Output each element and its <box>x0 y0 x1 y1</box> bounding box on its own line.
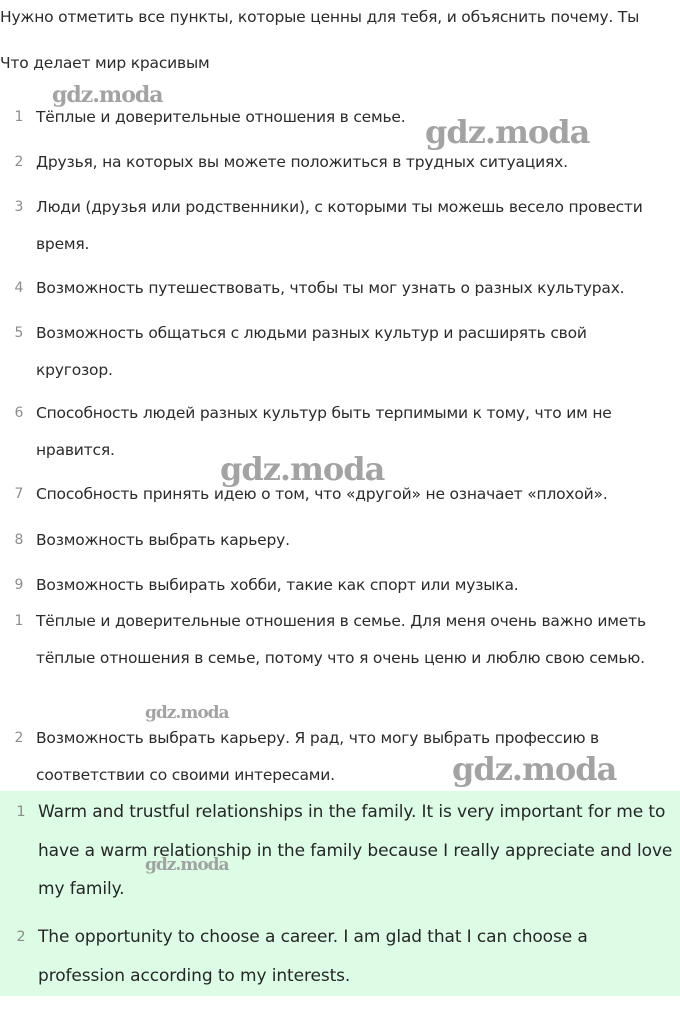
item-text: Возможность выбрать карьеру. <box>36 531 290 549</box>
item-number: 1 <box>14 613 24 629</box>
item-text: Возможность путешествовать, чтобы ты мог узнать о разных культурах. <box>36 279 625 297</box>
item-number: 7 <box>14 486 24 502</box>
item-text: Возможность выбирать хобби, такие как спорт или музыка. <box>36 576 519 594</box>
item-text: Друзья, на которых вы можете положиться в трудных ситуациях. <box>36 153 568 171</box>
item-number: 5 <box>14 325 24 341</box>
item-number: 4 <box>14 280 24 296</box>
watermark-logo: gdz.moda <box>145 703 229 723</box>
item-text: Способность принять идею о том, что «другой» не означает «плохой». <box>36 485 608 503</box>
item-number: 6 <box>14 405 24 421</box>
item-number: 2 <box>14 730 24 746</box>
watermark-logo: gdz.moda <box>452 750 617 788</box>
answer-text: Тёплые и доверительные отношения в семье. Для меня очень важно иметь тёплые отношения в семье, потому что я очень ценю и люблю свою семью. <box>36 612 646 667</box>
item-text: Способность людей разных культур быть терпимыми к тому, что им не нравится. <box>36 404 612 459</box>
item-number: 1 <box>16 804 26 820</box>
watermark-logo: gdz.moda <box>52 82 163 108</box>
item-number: 2 <box>14 154 24 170</box>
answer-text: Возможность выбрать карьеру. Я рад, что могу выбрать профессию в соответствии со своими интересами. <box>36 729 599 784</box>
answer-text-en: The opportunity to choose a career. I am glad that I can choose a profession according to my interests. <box>38 927 588 986</box>
instruction-text: Нужно отметить все пункты, которые ценны для тебя, и объяснить почему. Ты <box>0 8 640 26</box>
section-subtitle: Что делает мир красивым <box>0 54 210 72</box>
translation-block <box>0 791 680 996</box>
watermark-logo: gdz.moda <box>220 450 385 488</box>
item-text: Возможность общаться с людьми разных культур и расширять свой кругозор. <box>36 324 587 379</box>
item-number: 2 <box>16 929 26 945</box>
item-text: Люди (друзья или родственники), с которыми ты можешь весело провести время. <box>36 198 643 253</box>
watermark-logo: gdz.moda <box>425 113 590 151</box>
item-number: 9 <box>14 577 24 593</box>
answer-text-en: Warm and trustful relationships in the family. It is very important for me to have a warm relationship in the family because I really appreciate and love my family. <box>38 802 673 899</box>
watermark-logo: gdz.moda <box>145 855 229 875</box>
item-number: 3 <box>14 199 24 215</box>
item-number: 1 <box>14 109 24 125</box>
item-text: Тёплые и доверительные отношения в семье. <box>36 108 406 126</box>
item-number: 8 <box>14 532 24 548</box>
